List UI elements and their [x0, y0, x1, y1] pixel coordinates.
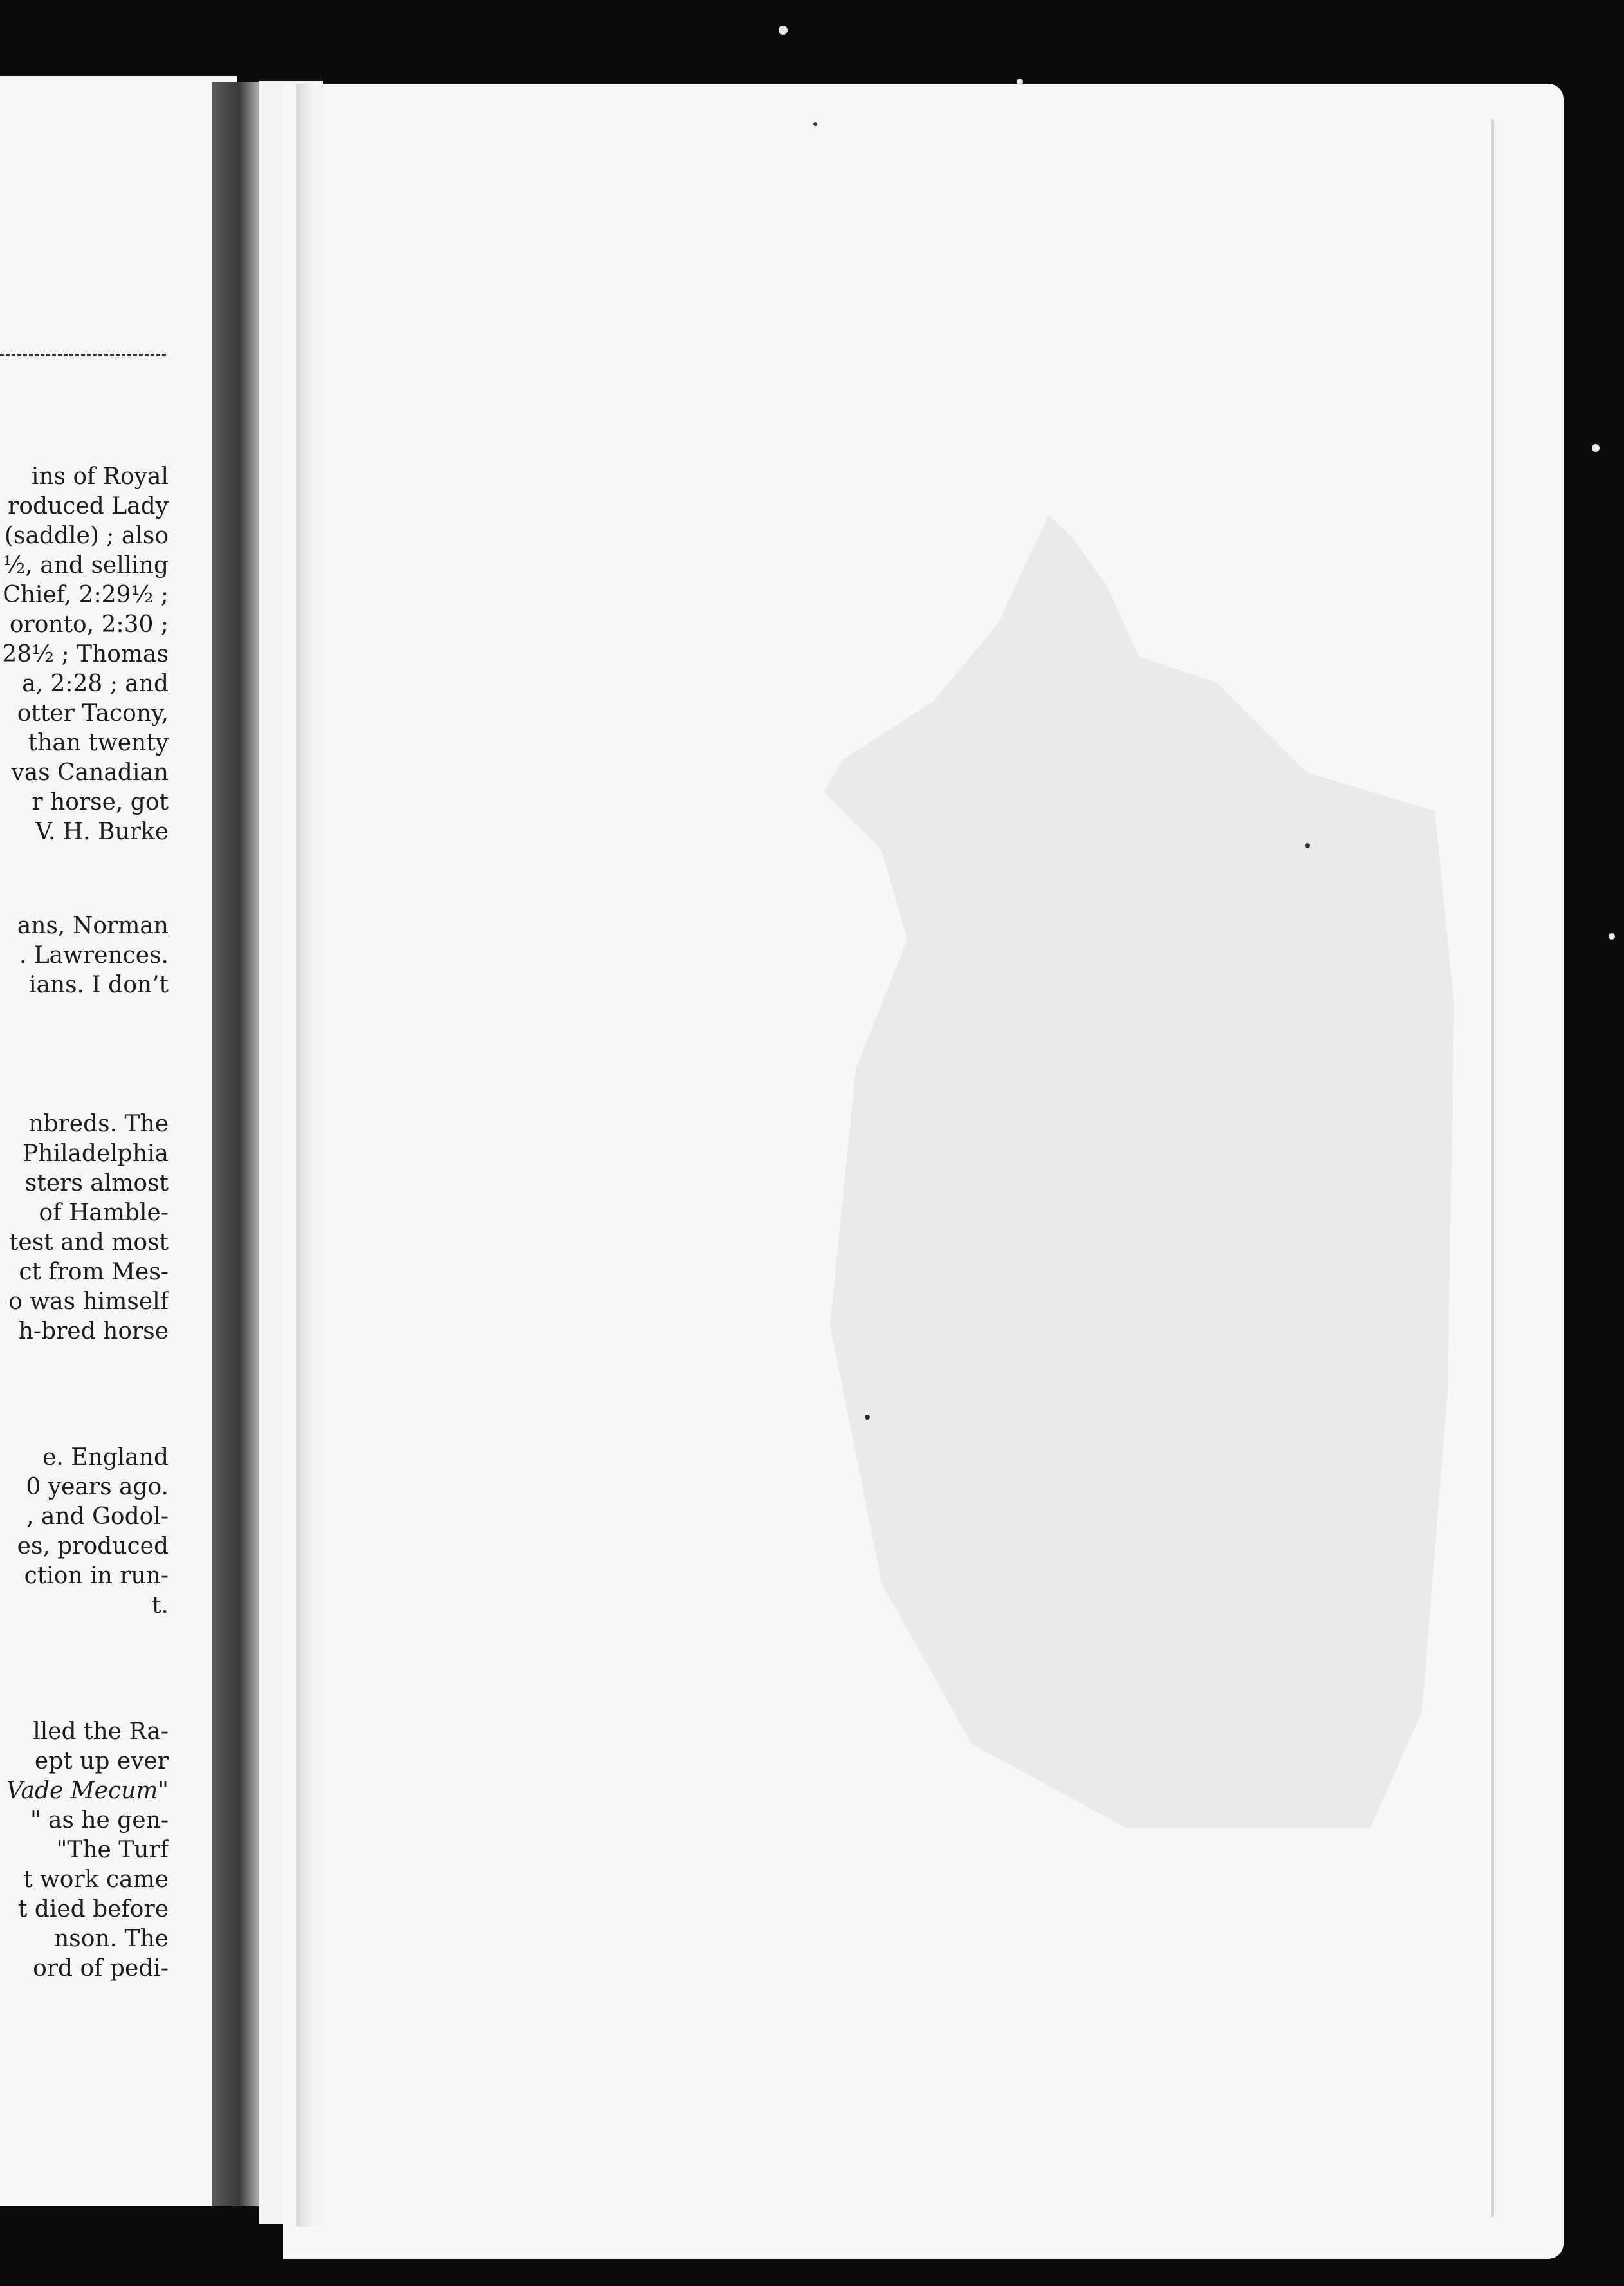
- text-line: nson. The: [54, 1926, 169, 1952]
- text-line: nbreds. The: [28, 1111, 169, 1137]
- text-line: t.: [152, 1592, 169, 1619]
- text-line: a, 2:28 ; and: [22, 671, 169, 697]
- text-line: Chief, 2:29½ ;: [3, 582, 169, 608]
- dust-speck: [1609, 933, 1615, 940]
- page-mark: [865, 1415, 870, 1420]
- paragraph-england: [0, 1443, 169, 1621]
- dust-speck: [779, 26, 788, 35]
- paragraph-turf: [0, 1717, 169, 1984]
- paragraph-norman: [0, 911, 169, 1000]
- text-line: oronto, 2:30 ;: [9, 611, 169, 638]
- text-line: ept up ever: [34, 1748, 169, 1774]
- text-line: Philadelphia: [23, 1140, 169, 1167]
- text-line: ians. I don’t: [28, 972, 169, 998]
- page-mark: [1305, 843, 1310, 848]
- left-text-column: [0, 462, 169, 1984]
- text-line: ½, and selling: [3, 552, 169, 579]
- text-line: lled the Ra-: [33, 1718, 169, 1745]
- book-spine: [212, 82, 261, 2206]
- text-line: ord of pedi-: [33, 1955, 169, 1982]
- page-mark: [813, 122, 817, 126]
- text-line: . Lawrences.: [19, 942, 169, 969]
- text-line: Vade Mecum": [6, 1778, 169, 1804]
- text-line: o was himself: [8, 1288, 169, 1315]
- paragraph-gap: [0, 1346, 169, 1443]
- text-line: t work came: [23, 1866, 169, 1893]
- text-line: test and most: [8, 1229, 169, 1256]
- text-line: sters almost: [24, 1170, 169, 1196]
- text-line: (saddle) ; also: [4, 523, 169, 549]
- paragraph-gap: [0, 847, 169, 911]
- text-line: ct from Mes-: [19, 1259, 169, 1285]
- text-line: t died before: [17, 1896, 169, 1922]
- paragraph-philadelphia: [0, 1110, 169, 1346]
- section-rule: [0, 354, 166, 356]
- left-page: [0, 76, 237, 2206]
- paragraph-gap: [0, 1000, 169, 1110]
- text-line: , and Godol-: [26, 1503, 169, 1530]
- text-line: roduced Lady: [8, 493, 169, 519]
- text-line: 28½ ; Thomas: [2, 641, 169, 667]
- text-line: V. H. Burke: [35, 819, 169, 845]
- text-line: es, produced: [17, 1533, 169, 1559]
- text-line: of Hamble-: [39, 1200, 169, 1226]
- text-line: vas Canadian: [11, 759, 169, 786]
- text-line: ction in run-: [24, 1563, 169, 1589]
- text-line: ans, Norman: [17, 913, 169, 939]
- paragraph-royal: [0, 462, 169, 847]
- text-line: h-bred horse: [18, 1318, 169, 1344]
- text-line: than twenty: [28, 730, 169, 756]
- text-line: 0 years ago.: [26, 1474, 169, 1500]
- text-line: " as he gen-: [30, 1807, 169, 1834]
- text-line: "The Turf: [56, 1837, 169, 1863]
- text-line: r horse, got: [32, 789, 169, 815]
- paragraph-gap: [0, 1621, 169, 1717]
- horse-show-through-image: [804, 489, 1499, 1841]
- text-line: otter Tacony,: [17, 700, 169, 727]
- text-line: ins of Royal: [31, 463, 169, 490]
- page-fold: [296, 84, 326, 2227]
- dust-speck: [1592, 444, 1600, 452]
- text-line: e. England: [42, 1444, 169, 1471]
